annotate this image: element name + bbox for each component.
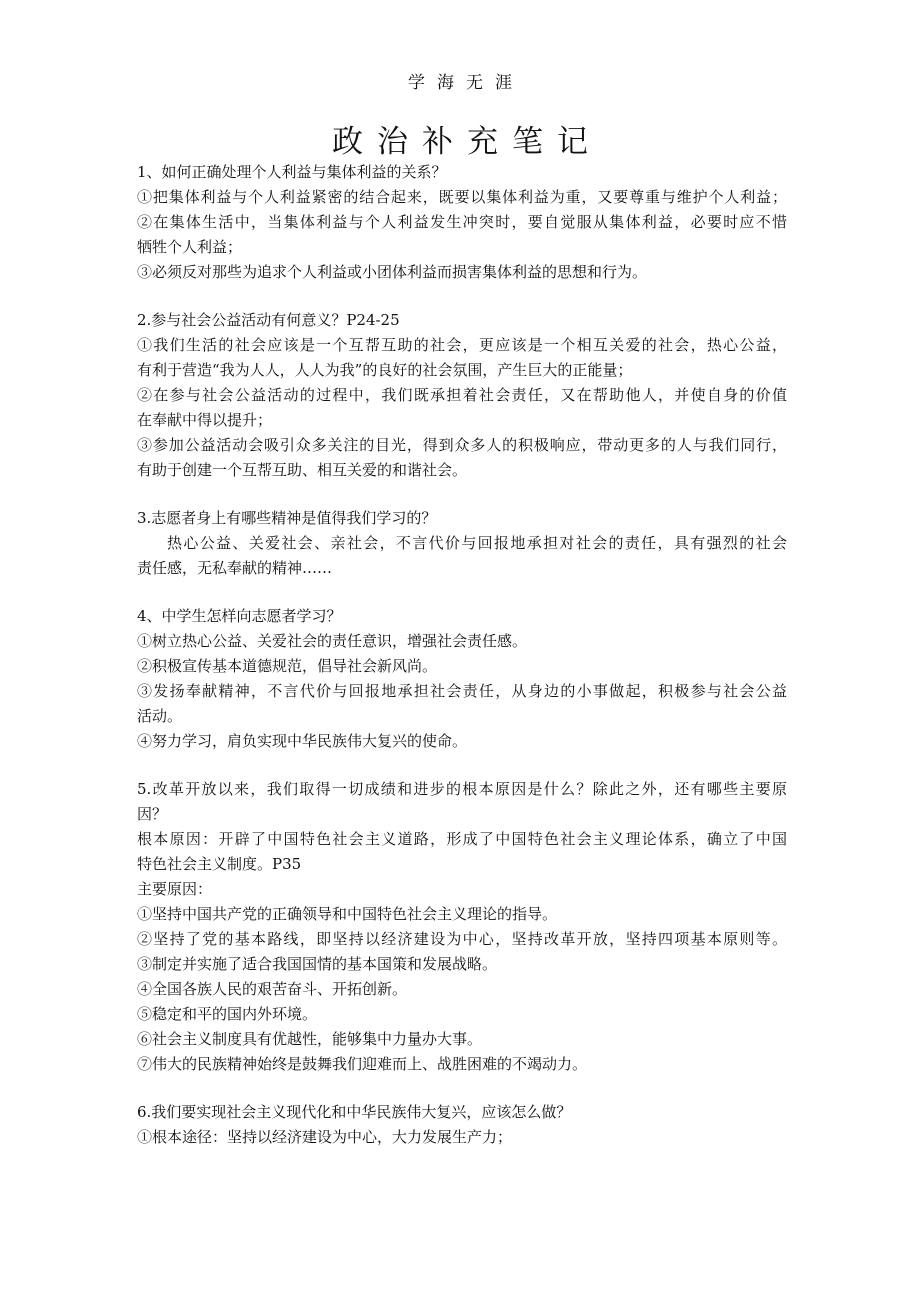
answer-1-2: ②在集体生活中，当集体利益与个人利益发生冲突时，要自觉服从集体利益，必要时应不惜 — [137, 213, 787, 231]
cause-6: ⑥社会主义制度具有优越性，能够集中力量办大事。 — [137, 1030, 483, 1048]
section-5 — [137, 777, 787, 1077]
section-3 — [137, 506, 787, 581]
section-2 — [137, 308, 787, 483]
answer-3: 热心公益、关爱社会、亲社会，不言代价与回报地承担对社会的责任，具有强烈的社会 — [167, 534, 787, 552]
root-cause: 根本原因：开辟了中国特色社会主义道路，形成了中国特色社会主义理论体系，确立了中国 — [137, 830, 787, 848]
answer-3-cont: 责任感，无私奉献的精神…… — [137, 559, 333, 577]
main-causes-label: 主要原因： — [137, 880, 213, 898]
cause-3: ③制定并实施了适合我国国情的基本国策和发展战略。 — [137, 955, 498, 973]
cause-5: ⑤稳定和平的国内外环境。 — [137, 1005, 318, 1023]
answer-2-2-cont: 在奉献中得以提升； — [137, 411, 273, 429]
cause-7: ⑦伟大的民族精神始终是鼓舞我们迎难而上、战胜困难的不竭动力。 — [137, 1055, 588, 1073]
answer-4-2: ②积极宣传基本道德规范，倡导社会新风尚。 — [137, 657, 438, 675]
cause-1: ①坚持中国共产党的正确领导和中国特色社会主义理论的指导。 — [137, 905, 558, 923]
question-5: 5.改革开放以来，我们取得一切成绩和进步的根本原因是什么？除此之外，还有哪些主要原 — [137, 780, 787, 798]
section-6 — [137, 1100, 787, 1150]
root-cause-cont: 特色社会主义制度。P35 — [137, 855, 302, 873]
answer-4-3: ③发扬奉献精神，不言代价与回报地承担社会责任，从身边的小事做起，积极参与社会公益 — [137, 682, 787, 700]
answer-1-1: ①把集体利益与个人利益紧密的结合起来，既要以集体利益为重，又要尊重与维护个人利益； — [137, 188, 787, 206]
notes-body — [137, 160, 787, 1150]
answer-1-2-cont: 牺牲个人利益； — [137, 238, 243, 256]
question-2: 2.参与社会公益活动有何意义？P24-25 — [137, 311, 400, 329]
answer-2-1-cont: 有利于营造“我为人人，人人为我”的良好的社会氛围，产生巨大的正能量； — [137, 361, 633, 379]
page-title: 政治补充笔记 — [332, 124, 602, 160]
answer-2-3: ③参加公益活动会吸引众多关注的目光，得到众多人的积极响应，带动更多的人与我们同行， — [137, 436, 787, 454]
section-1 — [137, 160, 787, 285]
question-1: 1、如何正确处理个人利益与集体利益的关系？ — [137, 163, 447, 181]
answer-2-2: ②在参与社会公益活动的过程中，我们既承担着社会责任，又在帮助他人，并使自身的价值 — [137, 386, 787, 404]
question-4: 4、中学生怎样向志愿者学习？ — [137, 607, 342, 625]
answer-6-1: ①根本途径：坚持以经济建设为中心，大力发展生产力； — [137, 1128, 513, 1146]
question-6: 6.我们要实现社会主义现代化和中华民族伟大复兴，应该怎么做？ — [137, 1103, 572, 1121]
answer-4-1: ①树立热心公益、关爱社会的责任意识，增强社会责任感。 — [137, 632, 528, 650]
section-4 — [137, 604, 787, 754]
question-5-cont: 因？ — [137, 805, 168, 823]
answer-4-4: ④努力学习，肩负实现中华民族伟大复兴的使命。 — [137, 732, 468, 750]
answer-2-1: ①我们生活的社会应该是一个互帮互助的社会，更应该是一个相互关爱的社会，热心公益， — [137, 336, 787, 354]
page-header: 学海无涯 — [408, 73, 524, 93]
answer-4-3-cont: 活动。 — [137, 707, 183, 725]
cause-2: ②坚持了党的基本路线，即坚持以经济建设为中心，坚持改革开放，坚持四项基本原则等。 — [137, 930, 787, 948]
question-3: 3.志愿者身上有哪些精神是值得我们学习的？ — [137, 509, 437, 527]
cause-4: ④全国各族人民的艰苦奋斗、开拓创新。 — [137, 980, 408, 998]
answer-2-3-cont: 有助于创建一个互帮互助、相互关爱的和谐社会。 — [137, 461, 468, 479]
answer-1-3: ③必须反对那些为追求个人利益或小团体利益而损害集体利益的思想和行为。 — [137, 263, 648, 281]
